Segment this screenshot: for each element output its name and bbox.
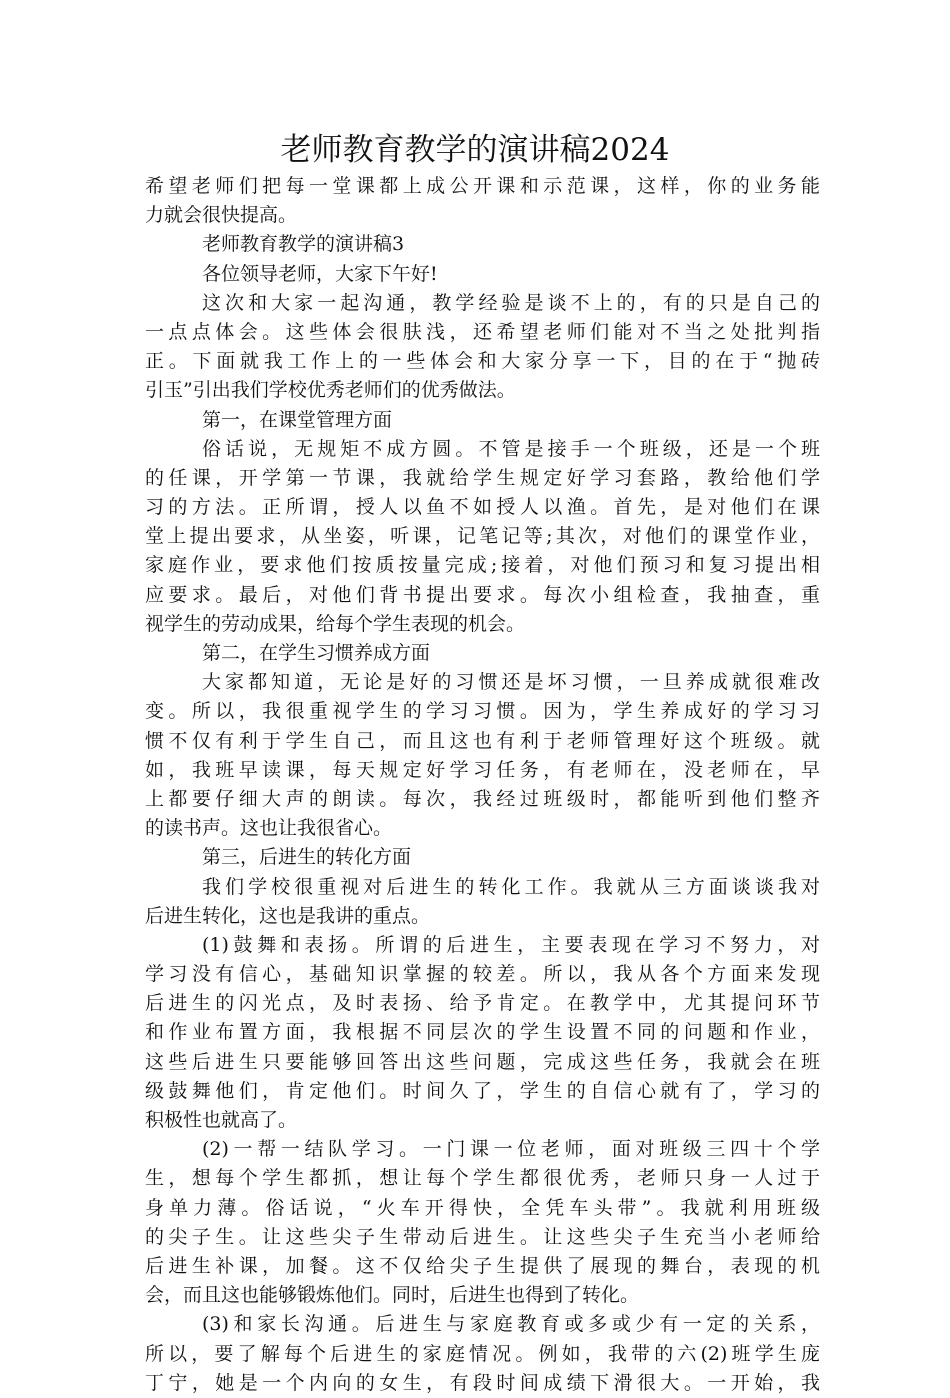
text-line: 引玉”引出我们学校优秀老师们的优秀做法。 xyxy=(145,379,516,402)
text-line: 我们学校很重视对后进生的转化工作。我就从三方面谈谈我对 xyxy=(202,875,820,898)
text-line: 一点点体会。这些体会很肤浅，还希望老师们能对不当之处批判指 xyxy=(145,320,820,343)
text-line: 这些后进生只要能够回答出这些问题，完成这些任务，我就会在班 xyxy=(145,1050,820,1073)
text-line: 学习没有信心，基础知识掌握的较差。所以，我从各个方面来发现 xyxy=(145,963,820,986)
text-line: 正。下面就我工作上的一些体会和大家分享一下，目的在于“抛砖 xyxy=(145,350,820,373)
text-line: 大家都知道，无论是好的习惯还是坏习惯，一旦养成就很难改 xyxy=(202,671,820,694)
text-line: 丁宁，她是一个内向的女生，有段时间成绩下滑很大。一开始，我 xyxy=(145,1371,820,1394)
text-line: 的任课，开学第一节课，我就给学生规定好学习套路，教给他们学 xyxy=(145,466,820,489)
text-line: 级鼓舞他们，肯定他们。时间久了，学生的自信心就有了，学习的 xyxy=(145,1079,820,1102)
text-line: 所以，要了解每个后进生的家庭情况。例如，我带的六(2)班学生庞 xyxy=(145,1342,820,1365)
text-line: 第一，在课堂管理方面 xyxy=(202,408,393,431)
text-line: 视学生的劳动成果，给每个学生表现的机会。 xyxy=(145,612,526,635)
text-line: 后进生的闪光点，及时表扬、给予肯定。在教学中，尤其提问环节 xyxy=(145,992,820,1015)
text-line: 力就会很快提高。 xyxy=(145,204,298,227)
text-line: 各位领导老师，大家下午好! xyxy=(202,262,438,285)
text-line: 上都要仔细大声的朗读。每次，我经过班级时，都能听到他们整齐 xyxy=(145,787,820,810)
text-line: 变。所以，我很重视学生的学习习惯。因为，学生养成好的学习习 xyxy=(145,700,820,723)
text-line: 俗话说，无规矩不成方圆。不管是接手一个班级，还是一个班 xyxy=(202,437,820,460)
text-line: 会，而且这也能够锻炼他们。同时，后进生也得到了转化。 xyxy=(145,1284,640,1307)
text-line: 应要求。最后，对他们背书提出要求。每次小组检查，我抽查，重 xyxy=(145,583,820,606)
text-line: 第三，后进生的转化方面 xyxy=(202,846,412,869)
text-line: 积极性也就高了。 xyxy=(145,1109,298,1131)
text-line: (2)一帮一结队学习。一门课一位老师，面对班级三四十个学 xyxy=(202,1138,820,1161)
text-line: 堂上提出要求，从坐姿，听课，记笔记等;其次，对他们的课堂作业， xyxy=(145,525,820,548)
text-line: 家庭作业，要求他们按质按量完成;接着，对他们预习和复习提出相 xyxy=(145,554,820,577)
text-line: 这次和大家一起沟通，教学经验是谈不上的，有的只是自己的 xyxy=(202,291,820,314)
text-line: 和作业布置方面，我根据不同层次的学生设置不同的问题和作业， xyxy=(145,1021,820,1044)
text-line: 习的方法。正所谓，授人以鱼不如授人以渔。首先，是对他们在课 xyxy=(145,496,820,519)
text-line: 生，想每个学生都抓，想让每个学生都很优秀，老师只身一人过于 xyxy=(145,1167,820,1190)
text-line: 身单力薄。俗话说，“火车开得快，全凭车头带”。我就利用班级 xyxy=(145,1196,820,1219)
text-line: (3)和家长沟通。后进生与家庭教育或多或少有一定的关系， xyxy=(202,1313,820,1336)
text-line: (1)鼓舞和表扬。所谓的后进生，主要表现在学习不努力，对 xyxy=(202,933,820,956)
text-line: 第二，在学生习惯养成方面 xyxy=(202,642,431,664)
text-line: 惯不仅有利于学生自己，而且这也有利于老师管理好这个班级。就 xyxy=(145,729,820,752)
text-line: 希望老师们把每一堂课都上成公开课和示范课，这样，你的业务能 xyxy=(145,175,820,197)
document-title: 老师教育教学的演讲稿2024 xyxy=(280,132,670,168)
text-line: 后进生转化，这也是我讲的重点。 xyxy=(145,904,431,927)
text-line: 老师教育教学的演讲稿3 xyxy=(202,233,405,256)
text-line: 的尖子生。让这些尖子生带动后进生。让这些尖子生充当小老师给 xyxy=(145,1225,820,1248)
text-line: 的读书声。这也让我很省心。 xyxy=(145,817,393,840)
text-line: 如，我班早读课，每天规定好学习任务，有老师在，没老师在，早 xyxy=(145,758,820,781)
text-line: 后进生补课，加餐。这不仅给尖子生提供了展现的舞台，表现的机 xyxy=(145,1254,820,1277)
document-body xyxy=(145,172,820,1398)
